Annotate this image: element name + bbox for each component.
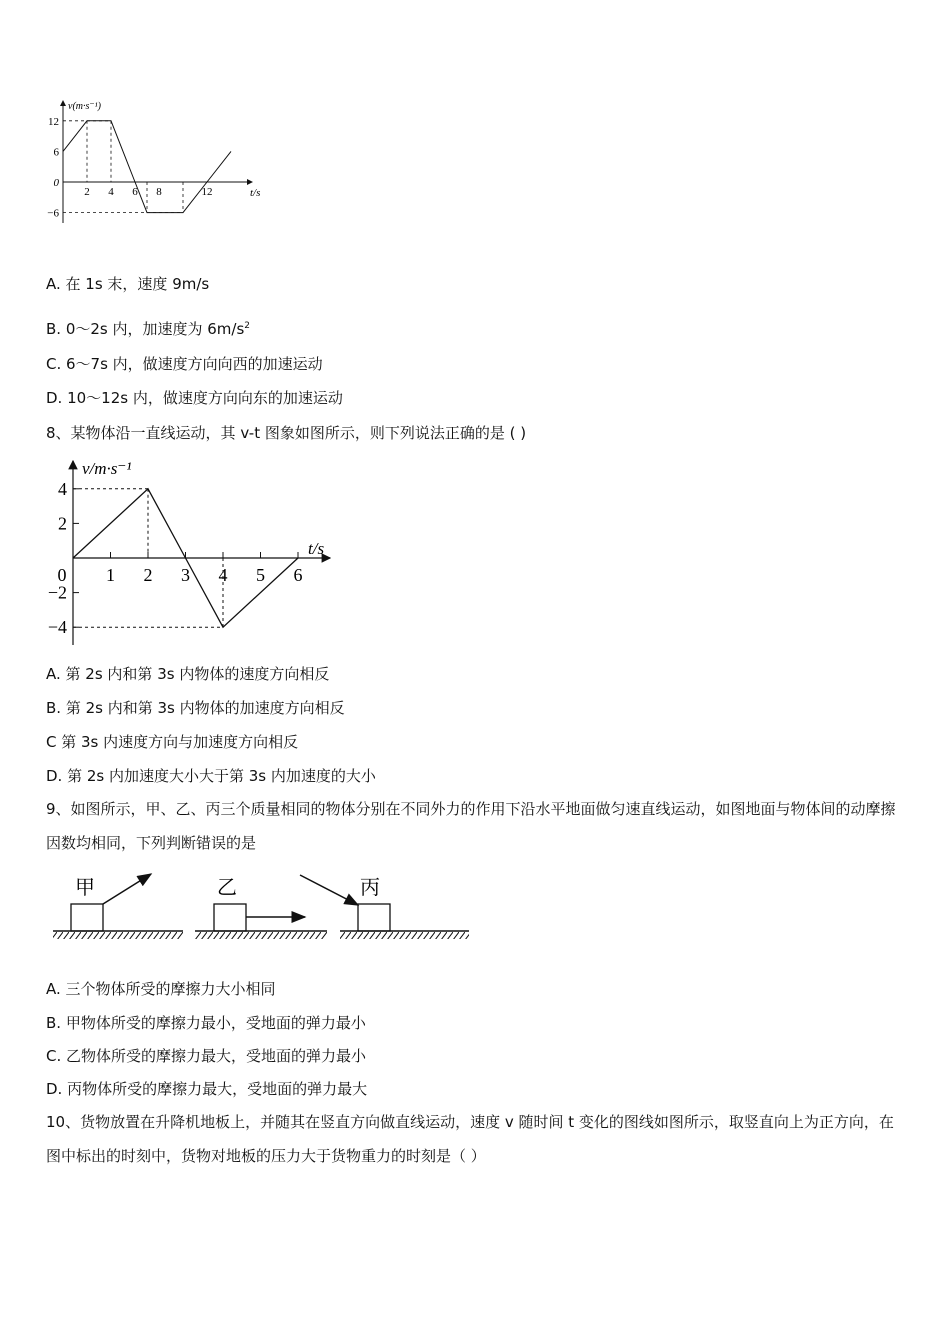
q8-option-a: A. 第 2s 内和第 3s 内物体的速度方向相反: [46, 665, 330, 683]
x-tick-label: 2: [84, 186, 90, 198]
vt-graph-1: [40, 95, 280, 235]
block-jia: [71, 904, 103, 931]
q7-option-b: B. 0～2s 内，加速度为 $6m/s^2$: [46, 320, 251, 338]
q8-option-d: D. 第 2s 内加速度大小大于第 3s 内加速度的大小: [46, 767, 376, 785]
y-tick-label: 2: [58, 513, 67, 534]
force-arrow-bing: [300, 875, 358, 905]
y-tick-label: −2: [47, 582, 67, 603]
y-tick-label: 6: [53, 146, 59, 159]
velocity-line: [63, 121, 231, 213]
q8-stem: 8、某物体沿一直线运动，其 v-t 图象如图所示，则下列说法正确的是 ( ): [46, 424, 527, 442]
y-tick-label: 4: [58, 478, 67, 499]
q8-option-b: B. 第 2s 内和第 3s 内物体的加速度方向相反: [46, 699, 345, 717]
x-tick-label: 4: [218, 565, 228, 585]
label-jia: 甲: [75, 877, 95, 899]
q7-option-c: C. 6～7s 内，做速度方向向西的加速运动: [46, 355, 323, 373]
y-axis-label: v/m·s⁻¹: [82, 459, 132, 478]
force-diagram: [45, 868, 485, 948]
block-yi: [214, 904, 246, 931]
x-tick-label: 0: [57, 565, 67, 585]
vt-graph-2: [40, 455, 340, 650]
x-tick-label: 12: [201, 186, 213, 198]
x-tick-label: 1: [106, 565, 115, 585]
label-yi: 乙: [217, 877, 237, 899]
q9-option-c: C. 乙物体所受的摩擦力最大，受地面的弹力最小: [46, 1047, 367, 1065]
y-tick-label: −4: [47, 617, 67, 638]
q7-option-a: A. 在 1s 末，速度 9m/s: [46, 275, 210, 293]
x-tick-label: 4: [108, 186, 114, 198]
x-tick-label: 6: [132, 186, 138, 198]
q9-option-d: D. 丙物体所受的摩擦力最大，受地面的弹力最大: [46, 1080, 368, 1098]
y-tick-label: −6: [47, 207, 59, 220]
q10-stem: 10、货物放置在升降机地板上，并随其在竖直方向做直线运动，速度 v 随时间 t 变化的图线如图所示，取竖直向上为正方向，在图中标出的时刻中，货物对地板的压力大于货物重力的时刻是（ ）: [46, 1113, 894, 1165]
q9-option-a: A. 三个物体所受的摩擦力大小相同: [46, 980, 276, 998]
x-tick-label: 3: [181, 565, 190, 585]
x-axis-label: t/s: [250, 187, 261, 199]
x-axis-label: t/s: [308, 539, 325, 558]
q9-option-b: B. 甲物体所受的摩擦力最小，受地面的弹力最小: [46, 1014, 366, 1032]
y-tick-label: 0: [53, 177, 59, 189]
x-tick-label: 2: [143, 565, 153, 585]
q7-option-d: D. 10～12s 内，做速度方向向东的加速运动: [46, 389, 343, 407]
x-tick-label: 6: [293, 565, 303, 585]
q8-option-c: C 第 3s 内速度方向与加速度方向相反: [46, 733, 299, 751]
x-tick-label: 8: [156, 186, 162, 198]
x-tick-label: 5: [256, 565, 265, 585]
force-arrow-jia: [103, 874, 151, 904]
y-axis-label: v(m·s⁻¹): [68, 101, 101, 112]
label-bing: 丙: [360, 877, 380, 899]
q9-stem: 9、如图所示，甲、乙、丙三个质量相同的物体分别在不同外力的作用下沿水平地面做匀速直线运动，如图地面与物体间的动摩擦因数均相同，下列判断错误的是: [46, 800, 896, 852]
block-bing: [358, 904, 390, 931]
y-tick-label: 12: [48, 115, 59, 128]
